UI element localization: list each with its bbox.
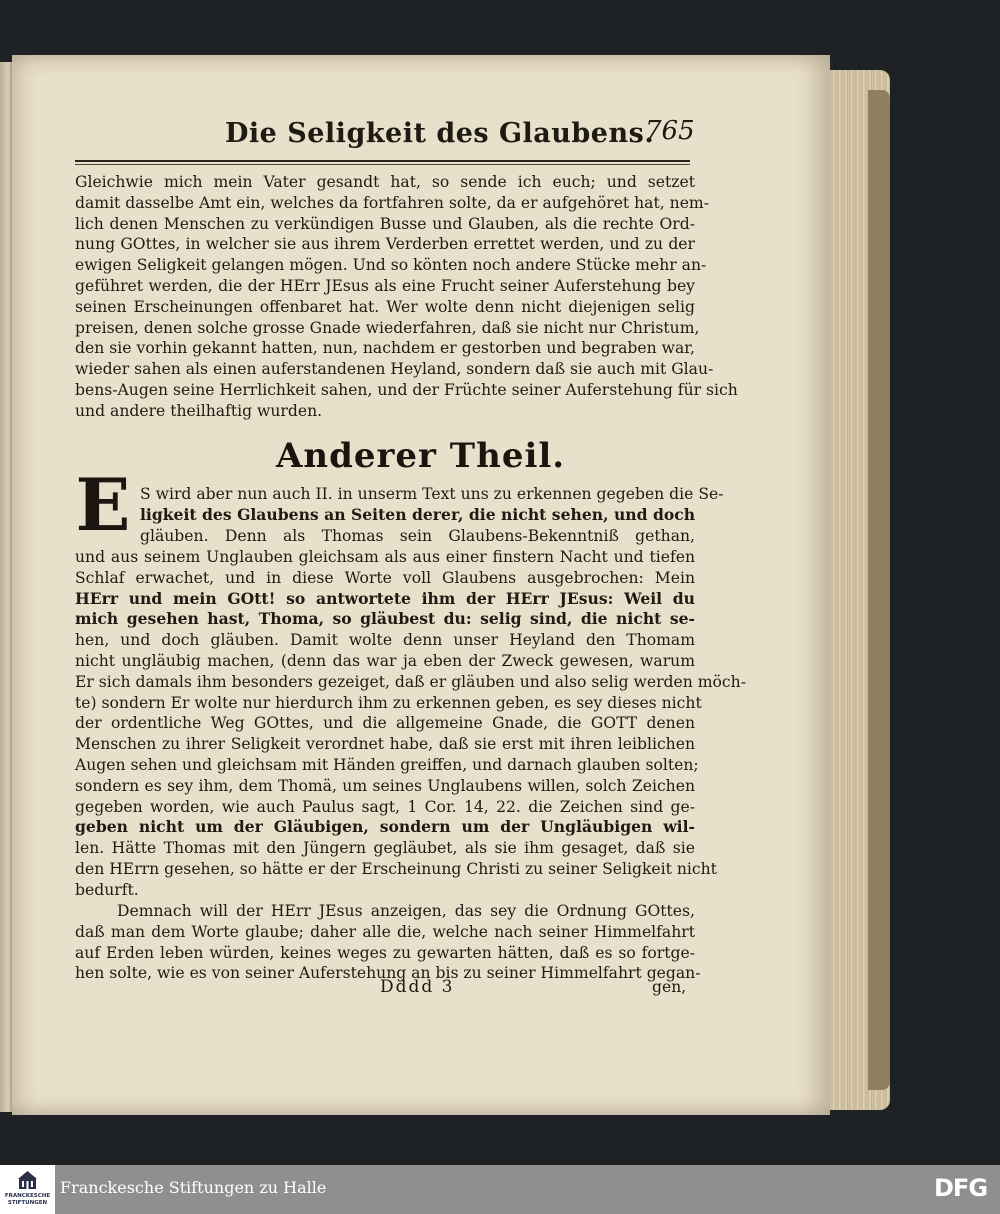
- text-line: hen solte, wie es von seiner Auferstehung an bis zu seiner Himmelfahrt gegan-: [75, 964, 701, 983]
- text-line: HErr und mein GOtt! so antwortete ihm der HErr JEsus: Weil du: [75, 588, 695, 608]
- logo-text: [2, 1193, 53, 1206]
- text-line: Augen sehen und gleichsam mit Händen greiffen, und darnach glauben solten;: [75, 755, 699, 774]
- running-title: Die Seligkeit des Glaubens.: [225, 118, 655, 149]
- text-line: damit dasselbe Amt ein, welches da fortfahren solte, da er aufgehöret hat, nem-: [75, 193, 709, 212]
- building-emblem-icon: [18, 1170, 37, 1190]
- text-line: hen, und doch gläuben. Damit wolte denn unser Heyland den Thomam: [75, 631, 695, 650]
- logo-text-line: STIFTUNGEN: [7, 1199, 48, 1206]
- text-line: den HErrn gesehen, so hätte er der Erscheinung Christi zu seiner Seligkeit nicht: [75, 859, 717, 878]
- text-line: Schlaf erwachet, und in diese Worte voll Glaubens ausgebrochen: Mein: [75, 568, 695, 587]
- text-line: Er sich damals ihm besonders gezeiget, daß er gläuben und also selig werden möch-: [75, 672, 746, 691]
- text-line: und andere theilhaftig wurden.: [75, 401, 323, 420]
- dfg-logo[interactable]: DFG: [934, 1174, 988, 1202]
- text-line: Demnach will der HErr JEsus anzeigen, das sey die Ordnung GOttes,: [117, 902, 695, 920]
- text-line: geben nicht um der Gläubigen, sondern um der Ungläubigen wil-: [75, 817, 695, 837]
- institution-logo[interactable]: [0, 1165, 55, 1214]
- text-line: daß man dem Worte glaube; daher alle die, welche nach seiner Himmelfahrt: [75, 922, 695, 941]
- text-line: der ordentliche Weg GOttes, und die allgemeine Gnade, die GOTT denen: [75, 714, 695, 733]
- text-line: ewigen Seligkeit gelangen mögen. Und so könten noch andere Stücke mehr an-: [75, 256, 707, 275]
- page-header: [225, 118, 705, 158]
- text-line: den sie vorhin gekannt hatten, nun, nachdem er gestorben und begraben war,: [75, 339, 695, 358]
- header-rule: [75, 160, 690, 162]
- text-line: len. Hätte Thomas mit den Jüngern gegläubet, als sie ihm gesaget, daß sie: [75, 839, 695, 858]
- paragraph-2-indented: [140, 484, 724, 546]
- catchword: gen,: [652, 978, 687, 996]
- text-line: wieder sahen als einen auferstandenen Heyland, sondern daß sie auch mit Glau-: [75, 360, 714, 379]
- text-line: preisen, denen solche grosse Gnade wiederfahren, daß sie nicht nur Christum,: [75, 318, 700, 337]
- text-line: seinen Erscheinungen offenbaret hat. Wer wolte denn nicht diejenigen selig: [75, 297, 695, 316]
- text-line: sondern es sey ihm, dem Thomä, um seines Unglaubens willen, solch Zeichen: [75, 776, 695, 795]
- text-line: ligkeit des Glaubens an Seiten derer, die nicht sehen, und doch: [140, 504, 696, 524]
- text-line: auf Erden leben würden, keines weges zu gewarten hätten, daß es so fortge-: [75, 943, 695, 962]
- text-line: bedurft.: [75, 880, 139, 899]
- header-rule-thin: [75, 164, 690, 165]
- text-line: gläuben. Denn als Thomas sein Glaubens-Bekenntniß gethan,: [140, 526, 695, 545]
- paragraph-3: [75, 901, 701, 984]
- text-line: gegeben worden, wie auch Paulus sagt, 1 Cor. 14, 22. die Zeichen sind ge-: [75, 797, 695, 816]
- logo-text-line: FRANCKESCHE: [4, 1193, 51, 1199]
- book-cover-edge: [868, 90, 890, 1090]
- decorated-initial: E: [75, 462, 131, 547]
- text-line: Gleichwie mich mein Vater gesandt hat, so sende ich euch; und setzet: [75, 173, 695, 191]
- text-line: geführet werden, die der HErr JEsus als eine Frucht seiner Auferstehung bey: [75, 276, 695, 295]
- page-number: 765: [645, 116, 695, 146]
- text-line: S wird aber nun auch II. in unserm Text uns zu erkennen gegeben die Se-: [140, 485, 724, 503]
- paragraph-1: [75, 172, 738, 422]
- paragraph-2: [75, 547, 746, 901]
- section-heading: Anderer Theil.: [276, 436, 566, 476]
- text-line: nung GOttes, in welcher sie aus ihrem Verderben errettet werden, und zu der: [75, 235, 695, 254]
- institution-name: Franckesche Stiftungen zu Halle: [60, 1178, 327, 1197]
- signature-mark: Dddd 3: [380, 977, 455, 997]
- text-line: mich gesehen hast, Thoma, so gläubest du: selig sind, die nicht se-: [75, 609, 695, 629]
- text-line: nicht ungläubig machen, (denn das war ja eben der Zweck gewesen, warum: [75, 651, 695, 670]
- text-line: und aus seinem Unglauben gleichsam als aus einer finstern Nacht und tiefen: [75, 548, 695, 566]
- text-line: Menschen zu ihrer Seligkeit verordnet habe, daß sie erst mit ihren leiblichen: [75, 735, 695, 754]
- text-line: bens-Augen seine Herrlichkeit sahen, und der Früchte seiner Auferstehung für sich: [75, 380, 738, 399]
- text-line: te) sondern Er wolte nur hierdurch ihm zu erkennen geben, es sey dieses nicht: [75, 693, 702, 712]
- footer-bar: [0, 1165, 1000, 1214]
- text-line: lich denen Menschen zu verkündigen Busse und Glauben, als die rechte Ord-: [75, 214, 695, 233]
